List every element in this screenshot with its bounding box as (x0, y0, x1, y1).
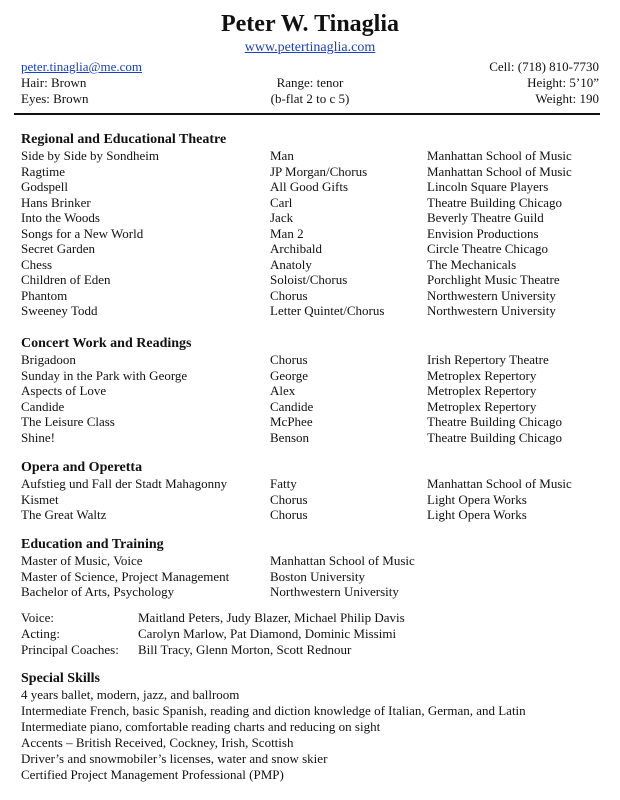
credit-row (21, 399, 601, 415)
vocal-range: Range: tenor (276, 75, 344, 90)
skill-item: Intermediate piano, comfortable reading charts and reducing on sight (21, 719, 381, 734)
credit-row-col-3: Light Opera Works (427, 507, 527, 522)
credit-row-col-2: Carl (270, 194, 293, 210)
credit-row (21, 257, 601, 273)
credit-row-col-2: Archibald (270, 241, 322, 256)
credit-row (21, 210, 601, 226)
credit-row-col-2: Man 2 (270, 225, 304, 241)
training-row (21, 642, 601, 658)
credit-row (21, 272, 601, 288)
credit-row (21, 148, 601, 164)
credit-row-col-1: The Leisure Class (21, 414, 115, 429)
credit-row-col-2: George (270, 367, 309, 383)
vocal-range-detail: (b-flat 2 to c 5) (270, 91, 350, 106)
header-divider (14, 113, 600, 115)
eye-color: Eyes: Brown (21, 91, 89, 106)
education-row-col-1: Bachelor of Arts, Psychology (21, 584, 175, 599)
credit-row (21, 430, 601, 446)
credit-row-col-3: Theatre Building Chicago (427, 194, 563, 210)
credit-row-col-1: Sunday in the Park with George (21, 367, 188, 383)
credit-row-col-2: Benson (270, 429, 309, 445)
skill-item: Accents – British Received, Cockney, Irish, Scottish (21, 735, 294, 750)
credit-row (21, 352, 601, 368)
training-row-col-1: Principal Coaches: (21, 642, 119, 657)
credit-row (21, 195, 601, 211)
credit-row-col-1: Ragtime (21, 163, 66, 179)
credit-row-col-3: Lincoln Square Players (427, 179, 549, 194)
credit-row-col-2: Man (270, 148, 294, 163)
credit-row-col-3: Manhattan School of Music (427, 476, 572, 491)
credit-row-col-3: Northwestern University (427, 303, 556, 318)
education-row-col-2: Manhattan School of Music (270, 553, 415, 568)
training-row-col-2: Maitland Peters, Judy Blazer, Michael Philip Davis (138, 610, 405, 625)
credit-row-col-2: Fatty (270, 476, 297, 491)
credit-row-col-3: Light Opera Works (427, 491, 527, 507)
credit-row-col-2: Chorus (270, 352, 308, 367)
credit-row-col-2: JP Morgan/Chorus (270, 163, 368, 179)
credit-row (21, 414, 601, 430)
credit-row (21, 226, 601, 242)
credit-row (21, 241, 601, 257)
website-link[interactable]: www.petertinaglia.com (244, 40, 376, 55)
section-title-concert: Concert Work and Readings (21, 336, 192, 351)
credit-row-col-3: Metroplex Repertory (427, 383, 537, 398)
cell-phone: Cell: (718) 810-7730 (489, 59, 599, 74)
credit-row (21, 368, 601, 384)
credit-row-col-2: Letter Quintet/Chorus (270, 303, 385, 318)
credit-row-col-1: Sweeney Todd (21, 303, 98, 318)
credit-row-col-3: Porchlight Music Theatre (427, 272, 560, 287)
training-row-col-1: Acting: (21, 626, 60, 641)
credit-row (21, 492, 601, 508)
credit-row-col-3: Envision Productions (427, 225, 539, 241)
credit-row-col-2: Jack (270, 210, 294, 225)
credit-row-col-2: Candide (270, 398, 314, 414)
section-title-skills: Special Skills (21, 671, 100, 686)
credit-row-col-1: The Great Waltz (21, 507, 107, 522)
height: Height: 5’10” (527, 75, 599, 90)
education-row (21, 584, 601, 600)
education-row-col-1: Master of Music, Voice (21, 553, 143, 568)
weight: Weight: 190 (535, 91, 599, 106)
credit-row-col-2: All Good Gifts (270, 179, 348, 194)
credit-row-col-1: Brigadoon (21, 352, 76, 367)
credit-row (21, 288, 601, 304)
website-container (0, 40, 620, 56)
training-row (21, 610, 601, 626)
credit-row-col-2: Soloist/Chorus (270, 272, 348, 287)
credit-row-col-1: Hans Brinker (21, 194, 91, 210)
resume-name: Peter W. Tinaglia (220, 11, 400, 37)
credit-row-col-1: Side by Side by Sondheim (21, 148, 159, 163)
credit-row-col-3: Northwestern University (427, 287, 556, 303)
training-row-col-2: Carolyn Marlow, Pat Diamond, Dominic Missimi (138, 626, 397, 641)
training-row (21, 626, 601, 642)
credit-row-col-1: Aufstieg und Fall der Stadt Mahagonny (21, 476, 228, 491)
education-row (21, 569, 601, 585)
credit-row-col-2: Chorus (270, 491, 308, 507)
credit-row-col-3: Circle Theatre Chicago (427, 241, 549, 256)
credit-row-col-1: Godspell (21, 179, 68, 194)
credit-row-col-1: Songs for a New World (21, 225, 144, 241)
credit-row-col-3: Metroplex Repertory (427, 398, 537, 414)
skill-item: Certified Project Management Professional (PMP) (21, 767, 284, 782)
skill-item: Intermediate French, basic Spanish, reading and diction knowledge of Italian, German, and Latin (21, 703, 526, 718)
credit-row-col-1: Children of Eden (21, 272, 111, 287)
credit-row-col-1: Aspects of Love (21, 383, 107, 398)
skill-item: 4 years ballet, modern, jazz, and ballroom (21, 687, 240, 702)
education-row (21, 553, 601, 569)
section-title-education: Education and Training (21, 537, 164, 552)
education-row-col-2: Northwestern University (270, 584, 399, 599)
email-link[interactable]: peter.tinaglia@me.com (21, 59, 142, 74)
credit-row (21, 383, 601, 399)
hair-color: Hair: Brown (21, 75, 87, 90)
credit-row (21, 507, 601, 523)
education-row-col-1: Master of Science, Project Management (21, 568, 230, 584)
skill-item: Driver’s and snowmobiler’s licenses, water and snow skier (21, 751, 328, 766)
credit-row-col-1: Phantom (21, 287, 68, 303)
training-row-col-2: Bill Tracy, Glenn Morton, Scott Rednour (138, 642, 352, 657)
credit-row-col-1: Shine! (21, 429, 55, 445)
section-title-regional: Regional and Educational Theatre (21, 132, 227, 147)
education-row-col-2: Boston University (270, 568, 365, 584)
credit-row-col-3: The Mechanicals (427, 256, 517, 272)
training-row-col-1: Voice: (21, 610, 54, 625)
credit-row-col-3: Beverly Theatre Guild (427, 210, 544, 225)
credit-row-col-3: Metroplex Repertory (427, 367, 537, 383)
credit-row-col-2: Chorus (270, 287, 308, 303)
credit-row-col-2: McPhee (270, 414, 313, 429)
credit-row-col-3: Manhattan School of Music (427, 163, 572, 179)
credit-row-col-1: Chess (21, 256, 53, 272)
credit-row (21, 164, 601, 180)
credit-row-col-3: Manhattan School of Music (427, 148, 572, 163)
credit-row (21, 179, 601, 195)
credit-row-col-1: Kismet (21, 491, 59, 507)
credit-row-col-1: Secret Garden (21, 241, 95, 256)
credit-row-col-3: Theatre Building Chicago (427, 414, 563, 429)
credit-row-col-2: Alex (270, 383, 296, 398)
credit-row-col-2: Chorus (270, 507, 308, 522)
credit-row-col-1: Into the Woods (21, 210, 100, 225)
credit-row-col-3: Theatre Building Chicago (427, 429, 563, 445)
credit-row-col-3: Irish Repertory Theatre (427, 352, 549, 367)
credit-row-col-2: Anatoly (270, 256, 312, 272)
section-title-opera: Opera and Operetta (21, 460, 143, 475)
credit-row (21, 476, 601, 492)
credit-row (21, 303, 601, 319)
credit-row-col-1: Candide (21, 398, 65, 414)
